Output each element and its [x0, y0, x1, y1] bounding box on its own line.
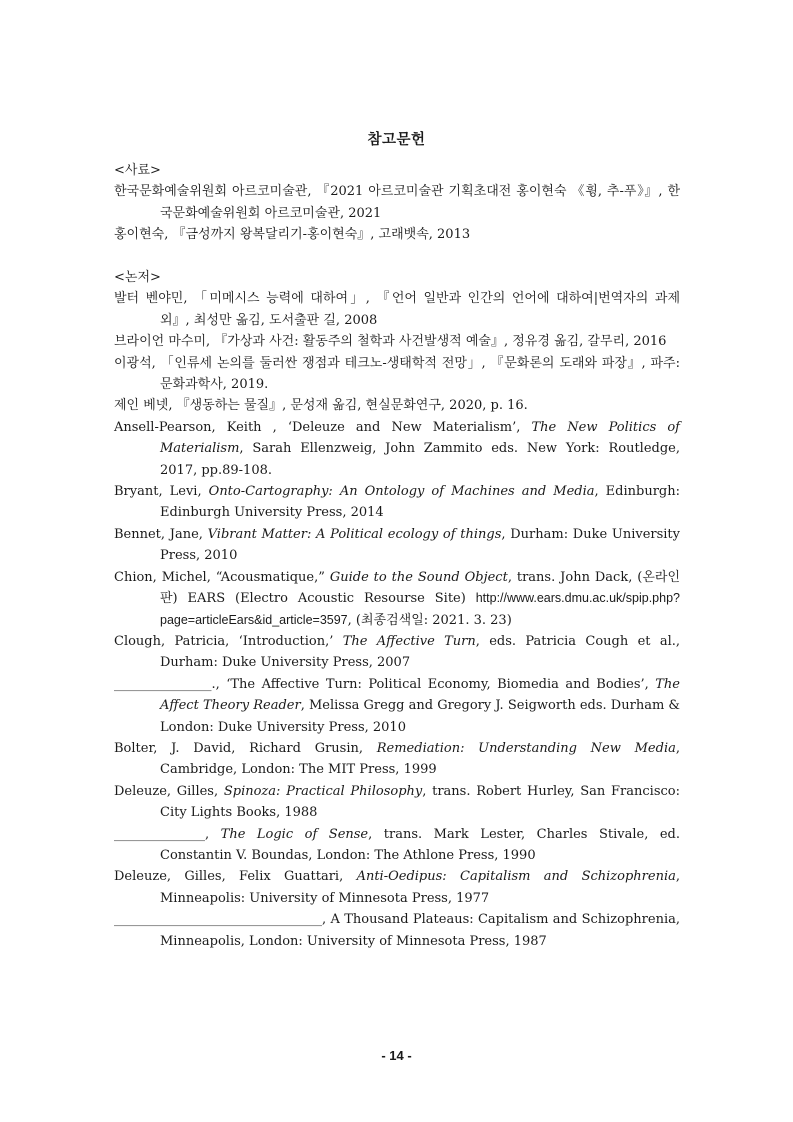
entry-text: , Durham: Duke University Press, 2010	[160, 526, 681, 564]
entry-title-italic: The Affect Theory Reader	[160, 676, 680, 714]
entry-text: , (최종검색일: 2021. 3. 23)	[347, 612, 512, 628]
entry-title-italic: Spinoza: Practical Philosophy	[223, 783, 423, 799]
bibliography-entry	[114, 288, 680, 331]
entry-text: _______________., ‘The Affective Turn: Political Economy, Biomedia and Bodies’,	[114, 676, 656, 692]
entry-text: ________________________________, A Thousand Plateaus: Capitalism and Schizophrenia, Minneapolis, London: University of Minnesota Press, 1987	[114, 912, 680, 949]
bibliography-entry	[114, 524, 680, 567]
entry-text: , trans. Robert Hurley, San Francisco: City Lights Books, 1988	[160, 783, 680, 821]
section-spacer	[114, 246, 680, 267]
entry-text: 이광석, 「인류세 논의를 둘러싼 쟁점과 테크노-생태학적 전망」, 『문화론의 도래와 파장』, 파주: 문화과학사, 2019.	[114, 355, 680, 393]
entry-text: 제인 베넷, 『생동하는 물질』, 문성재 옮김, 현실문화연구, 2020, p. 16.	[114, 398, 528, 414]
bibliography-entry	[114, 481, 680, 524]
bibliography-entry	[114, 738, 680, 781]
entry-text: 홍이현숙, 『금성까지 왕복달리기-홍이현숙』, 고래뱃속, 2013	[114, 227, 471, 243]
section-heading: <논저>	[114, 270, 161, 286]
bibliography-entry	[114, 824, 680, 867]
entry-text: , Sarah Ellenzweig, John Zammito eds. New York: Routledge, 2017, pp.89-108.	[160, 441, 680, 478]
entry-title-italic: Remediation: Understanding New Media	[376, 740, 676, 756]
entry-text: Deleuze, Gilles, Felix Guattari,	[114, 869, 357, 885]
entry-text: Chion, Michel, “Acousmatique,”	[114, 569, 330, 585]
bibliography-entry	[114, 866, 680, 909]
entry-title-italic: The Logic of Sense	[220, 826, 369, 842]
entry-text: 브라이언 마수미, 『가상과 사건: 활동주의 철학과 사건발생적 예술』, 정유경 옮김, 갈무리, 2016	[114, 334, 667, 350]
entry-text: , Edinburgh: Edinburgh University Press, 2014	[160, 484, 681, 521]
entry-title-italic: Vibrant Matter: A Political ecology of things	[207, 526, 502, 542]
bibliography-entry	[114, 224, 680, 245]
entry-url: http://www.ears.dmu.ac.uk/spip.php?page=articleEars&id_article=3597	[160, 591, 680, 627]
entry-text: , Minneapolis: University of Minnesota Press, 1977	[160, 869, 680, 906]
bibliography-entry	[114, 631, 680, 674]
entry-title-italic: The Affective Turn	[342, 633, 476, 649]
entry-text: , Melissa Gregg and Gregory J. Seigworth eds. Durham & London: Duke University Press, 2010	[160, 698, 680, 735]
entry-text: , eds. Patricia Cough et al., Durham: Duke University Press, 2007	[160, 633, 680, 671]
bibliography-entry	[114, 674, 680, 738]
bibliography-entry	[114, 417, 680, 481]
bibliography-entry	[114, 331, 680, 352]
entry-text: Deleuze, Gilles,	[114, 783, 224, 799]
entry-text: Bolter, J. David, Richard Grusin,	[114, 740, 377, 756]
entry-text: , Cambridge, London: The MIT Press, 1999	[160, 740, 680, 778]
entry-text: ______________,	[114, 826, 221, 842]
entry-title-italic: Onto-Cartography: An Ontology of Machines and Media	[208, 484, 595, 500]
entry-text: 한국문화예술위원회 아르코미술관, 『2021 아르코미술관 기획초대전 홍이현숙 《휭, 추-푸》』, 한국문화예술위원회 아르코미술관, 2021	[114, 184, 680, 221]
entry-text: 발터 벤야민, 「미메시스 능력에 대하여」, 『언어 일반과 인간의 언어에 대하여|번역자의 과제 외』, 최성만 옮김, 도서출판 길, 2008	[114, 291, 680, 328]
entry-text: Bennet, Jane,	[114, 526, 208, 542]
bibliography-entry	[114, 353, 680, 396]
section-heading: <사료>	[114, 163, 161, 178]
bibliography-entry	[114, 909, 680, 952]
page-title: 참고문헌	[367, 131, 426, 148]
entry-title-italic: The New Politics of Materialism	[160, 419, 680, 457]
entry-title-italic: Anti-Oedipus: Capitalism and Schizophrenia	[356, 869, 676, 885]
entry-text: Ansell-Pearson, Keith , ‘Deleuze and New Materialism’,	[114, 419, 532, 435]
page-number: - 14 -	[381, 1048, 412, 1063]
entry-text: Clough, Patricia, ‘Introduction,’	[114, 633, 343, 649]
bibliography	[114, 160, 680, 952]
entry-title-italic: Guide to the Sound Object	[329, 569, 508, 585]
bibliography-entry	[114, 567, 680, 631]
bibliography-entry	[114, 395, 680, 416]
entry-text: , trans. Mark Lester, Charles Stivale, ed. Constantin V. Boundas, London: The Athlone Press, 1990	[160, 826, 681, 863]
entry-text: Bryant, Levi,	[114, 484, 209, 500]
entry-text: , trans. John Dack, (온라인판) EARS (Electro Acoustic Resourse Site)	[160, 569, 680, 607]
bibliography-entry	[114, 781, 680, 824]
bibliography-entry	[114, 181, 680, 224]
